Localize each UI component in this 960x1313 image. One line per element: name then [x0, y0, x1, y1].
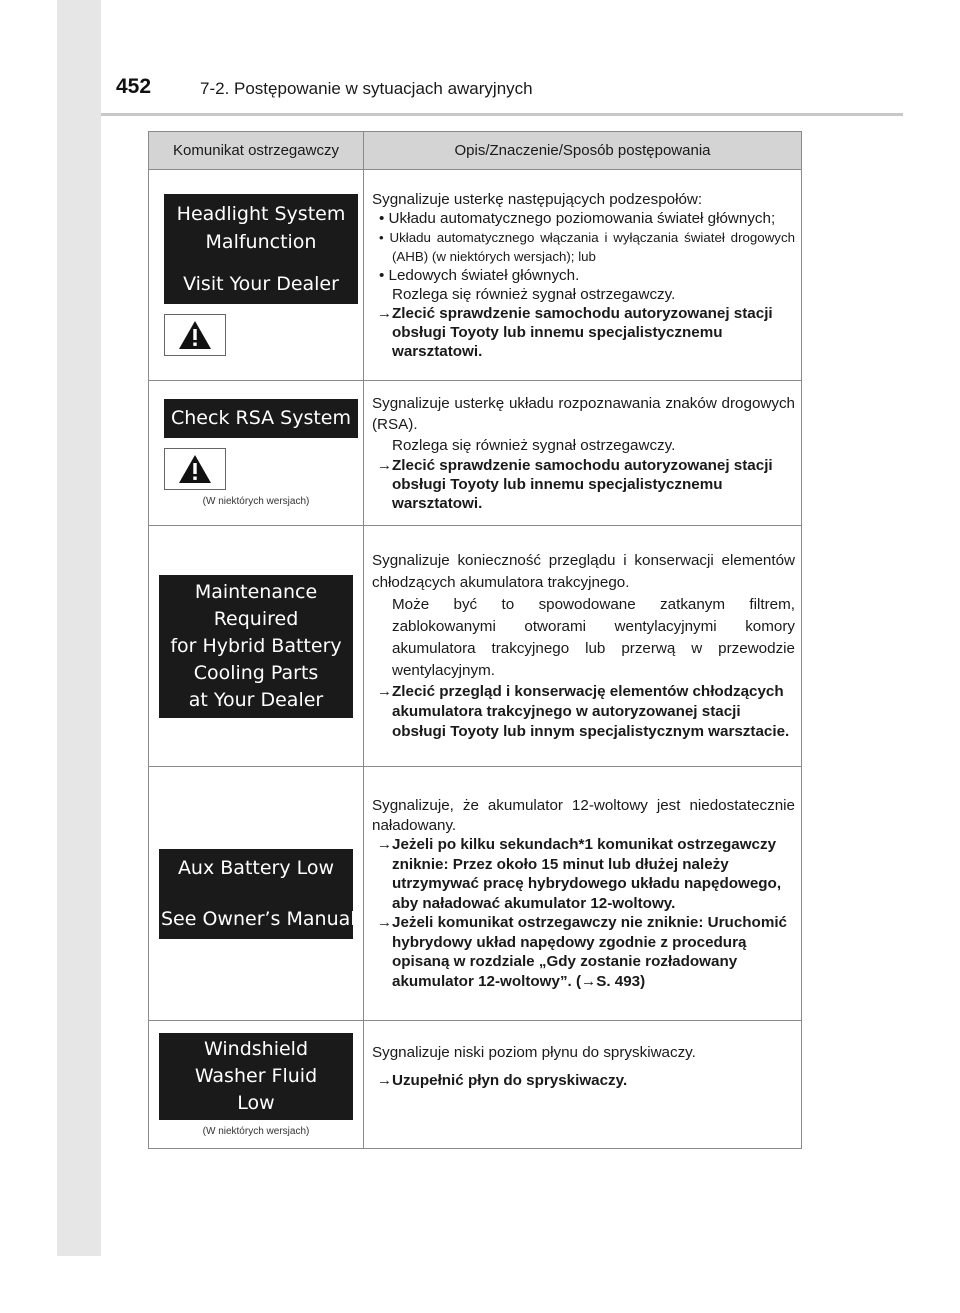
right-arrow-icon: →: [376, 914, 392, 931]
warning-triangle-icon: [164, 448, 226, 490]
page-header: [57, 73, 900, 115]
variant-caption: (W niektórych wersjach): [202, 496, 310, 507]
action-text: Jeżeli po kilku sekundach*1 komunikat ostrzegawczy zniknie: Przez około 15 minut lub dłużej należy utrzymywać pracę hybrydowego układu napędowego, aby naładować akumulator 12-woltowy.: [392, 836, 782, 912]
description-intro: Sygnalizuje usterkę układu rozpoznawania znaków drogowych (RSA).: [372, 395, 795, 433]
table-row: [149, 526, 802, 767]
section-title: 7-2. Postępowanie w sytuacjach awaryjnych: [200, 79, 533, 98]
action-text: Zlecić sprawdzenie samochodu autoryzowanej stacji obsługi Toyoty lub innemu specjalistycznemu warsztatowi.: [392, 304, 773, 360]
message-cell: [149, 1021, 364, 1149]
action-line: [372, 913, 795, 991]
screen-line: Visit Your Dealer: [183, 273, 339, 295]
screen-line: Low: [237, 1091, 275, 1114]
description-note: Rozlega się również sygnał ostrzegawczy.: [392, 285, 676, 303]
warning-screen-aux-battery: [159, 849, 356, 939]
screen-line: Required: [213, 607, 299, 630]
description-cell: [364, 1021, 802, 1149]
screen-line: Headlight System: [176, 203, 346, 225]
right-arrow-icon: →: [376, 457, 392, 474]
action-text: Uzupełnić płyn do spryskiwaczy.: [392, 1072, 628, 1089]
message-cell: [149, 170, 364, 381]
table-row: [149, 767, 802, 1021]
action-text: Zlecić sprawdzenie samochodu autoryzowanej stacji obsługi Toyoty lub innemu specjalistycznemu warsztatowi.: [392, 457, 773, 512]
variant-caption: (W niektórych wersjach): [202, 1125, 310, 1137]
page-number: 452: [116, 75, 152, 98]
warning-screen-rsa: [164, 399, 358, 438]
table-row: [149, 381, 802, 526]
list-item: • Układu automatycznego poziomowania świateł głównych;: [379, 209, 776, 227]
screen-line: at Your Dealer: [188, 688, 324, 711]
list-item: • Ledowych świateł głównych.: [379, 266, 580, 284]
warning-screen-headlight: [164, 194, 358, 304]
screen-line: Washer Fluid: [194, 1064, 318, 1087]
message-cell: [149, 526, 364, 767]
description-cell: [364, 526, 802, 767]
message-cell: [149, 767, 364, 1021]
right-arrow-icon: →: [581, 972, 597, 990]
right-arrow-icon: →: [376, 1072, 392, 1089]
description-intro: Sygnalizuje niski poziom płynu do spryskiwaczy.: [372, 1044, 696, 1061]
action-line: [372, 1067, 795, 1095]
action-line: [372, 456, 795, 513]
action-line: [372, 304, 795, 361]
action-text: Jeżeli komunikat ostrzegawczy nie zniknie: Uruchomić hybrydowy układ napędowy zgodnie z procedurą opisaną w rozdziale „Gdy zostanie rozładowany akumulator 12-woltowy”. (: [392, 914, 787, 990]
column-header-message: Komunikat ostrzegawczy: [149, 132, 364, 170]
screen-line: Cooling Parts: [193, 661, 319, 684]
screen-line: Aux Battery Low: [177, 856, 335, 879]
action-line: [372, 682, 795, 742]
screen-line: See Owner’s Manual: [161, 907, 356, 930]
screen-line: Windshield: [204, 1037, 308, 1060]
action-text: Zlecić przegląd i konserwację elementów chłodzących akumulatora trakcyjnego w autoryzowanej stacji obsługi Toyoty lub innym specjalistycznym warsztacie.: [392, 683, 790, 740]
description-note: Rozlega się również sygnał ostrzegawczy.: [392, 437, 676, 454]
warning-screen-washer-fluid: [159, 1033, 353, 1120]
action-line: [372, 835, 795, 913]
warning-triangle-icon: [164, 314, 226, 356]
list-item: • Układu automatycznego włączania i wyłączania świateł drogowych (AHB) (w niektórych wersjach); lub: [379, 229, 795, 264]
description-note: Może być to spowodowane zatkanym filtrem, zablokowanymi otworami wentylacyjnymi komory akumulatora trakcyjnego lub przerwą w przewodzie wentylacyjnym.: [392, 596, 795, 679]
right-arrow-icon: →: [376, 304, 392, 322]
right-arrow-icon: →: [376, 836, 392, 853]
description-cell: [364, 767, 802, 1021]
description-cell: [364, 170, 802, 381]
table-row: [149, 1021, 802, 1149]
warning-messages-table: [148, 131, 802, 1149]
description-intro: Sygnalizuje, że akumulator 12-woltowy jest niedostatecznie naładowany.: [372, 797, 795, 834]
screen-line: Check RSA System: [171, 407, 351, 429]
page-reference-link[interactable]: S. 493): [596, 972, 646, 990]
header-rule: [101, 113, 903, 116]
table-row: [149, 170, 802, 381]
description-intro: Sygnalizuje usterkę następujących podzespołów:: [372, 190, 703, 208]
column-header-description: Opis/Znaczenie/Sposób postępowania: [364, 132, 802, 170]
screen-line: for Hybrid Battery: [170, 634, 342, 657]
screen-line: Maintenance: [194, 580, 318, 603]
description-intro: Sygnalizuje konieczność przeglądu i konserwacji elementów chłodzących akumulatora trakcyjnego.: [372, 552, 795, 591]
message-cell: [149, 381, 364, 526]
right-arrow-icon: →: [376, 683, 392, 700]
screen-line: Malfunction: [205, 231, 317, 253]
page-margin-strip: [57, 0, 101, 1256]
warning-screen-hybrid-battery: [159, 575, 353, 718]
table-header-row: [149, 132, 802, 170]
description-cell: [364, 381, 802, 526]
